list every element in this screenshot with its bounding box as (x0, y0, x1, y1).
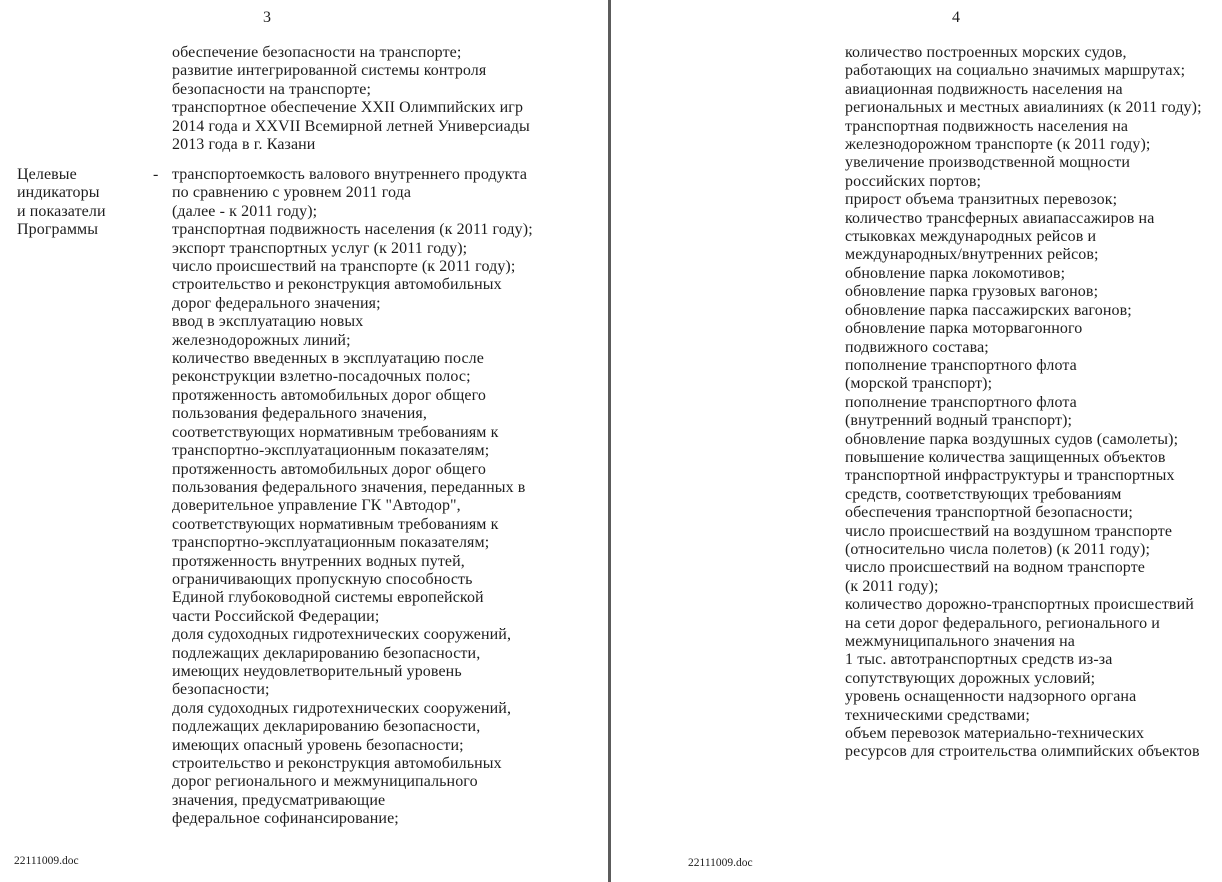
text-line: (относительно числа полетов) (к 2011 году); (845, 540, 1150, 558)
text-line: экспорт транспортных услуг (к 2011 году); (172, 239, 468, 257)
text-line: реконструкции взлетно-посадочных полос; (172, 368, 471, 386)
program-tasks-continuation-text (172, 44, 530, 154)
text-line: доля судоходных гидротехнических сооружений, (172, 626, 512, 644)
text-line: транспортно-эксплуатационным показателям; (172, 534, 490, 552)
text-line: обновление парка пассажирских вагонов; (845, 301, 1132, 319)
text-line: подлежащих декларированию безопасности, (172, 644, 481, 662)
text-line: доверительное управление ГК "Автодор", (172, 497, 461, 515)
text-line: международных/внутренних рейсов; (845, 246, 1099, 264)
text-line: обновление парка грузовых вагонов; (845, 283, 1099, 301)
text-line: протяженность автомобильных дорог общего (172, 386, 486, 404)
text-line: увеличение производственной мощности (845, 154, 1131, 172)
text-line: межмуниципального значения на (845, 633, 1076, 650)
text-line: транспортно-эксплуатационным показателям; (172, 442, 490, 460)
text-line: авиационная подвижность населения на (845, 80, 1123, 98)
text-line: соответствующих нормативным требованиям к (172, 423, 499, 441)
text-line: соответствующих нормативным требованиям к (172, 515, 499, 533)
text-line: подвижного состава; (845, 338, 989, 356)
text-line: Программы (17, 221, 99, 239)
text-line: имеющих неудовлетворительный уровень (172, 662, 462, 680)
text-line: число происшествий на транспорте (к 2011 году); (172, 258, 516, 276)
text-line: по сравнению с уровнем 2011 года (172, 184, 412, 202)
text-line: развитие интегрированной системы контроля (172, 62, 487, 80)
text-line: (внутренний водный транспорт); (845, 412, 1073, 430)
targets-section-label (17, 166, 106, 240)
text-line: безопасности на транспорте; (172, 80, 372, 98)
text-line: транспортная подвижность населения на (845, 117, 1129, 135)
text-line: протяженность автомобильных дорог общего (172, 460, 486, 478)
text-line: пользования федерального значения, (172, 405, 427, 423)
text-line: дорог регионального и межмуниципального (172, 773, 478, 791)
text-line: индикаторы (17, 184, 100, 202)
text-line: ограничивающих пропускную способность (172, 570, 473, 588)
text-line: Единой глубоководной системы европейской (172, 589, 484, 607)
text-line: обновление парка локомотивов; (845, 264, 1066, 282)
text-line: количество трансферных авиапассажиров на (845, 209, 1155, 227)
text-line: сопутствующих дорожных условий; (845, 669, 1096, 687)
text-line: железнодорожном транспорте (к 2011 году); (845, 136, 1151, 154)
text-line: транспортоемкость валового внутреннего продукта (172, 166, 528, 183)
text-line: федеральное софинансирование; (172, 810, 399, 828)
text-line: Целевые (17, 166, 77, 183)
text-line: транспортное обеспечение XXII Олимпийских игр (172, 99, 524, 117)
text-line: обновление парка воздушных судов (самолеты); (845, 430, 1179, 448)
text-line: средств, соответствующих требованиям (845, 485, 1122, 503)
text-line: работающих на социально значимых маршрутах; (845, 62, 1186, 80)
text-line: протяженность внутренних водных путей, (172, 552, 465, 570)
text-line: (морской транспорт); (845, 375, 993, 393)
text-line: российских портов; (845, 172, 982, 190)
text-line: пополнение транспортного флота (845, 356, 1077, 374)
text-line: железнодорожных линий; (172, 331, 351, 349)
text-line: на сети дорог федерального, регионального и (845, 614, 1160, 632)
text-line: повышение количества защищенных объектов (845, 448, 1166, 466)
text-line: подлежащих декларированию безопасности, (172, 718, 481, 736)
text-line: количество введенных в эксплуатацию после (172, 350, 484, 368)
text-line: ресурсов для строительства олимпийских объектов (845, 743, 1200, 761)
page-4-sheet (611, 0, 1222, 882)
text-line: техническими средствами; (845, 706, 1030, 724)
text-line: транспортная подвижность населения (к 2011 году); (172, 221, 533, 239)
text-line: и показатели (17, 202, 106, 220)
text-line: количество построенных морских судов, (845, 44, 1127, 61)
text-line: число происшествий на водном транспорте (845, 559, 1145, 577)
text-line: безопасности; (172, 681, 270, 699)
text-line: пополнение транспортного флота (845, 393, 1077, 411)
target-indicators-list-page3 (172, 166, 533, 829)
text-line: строительство и реконструкция автомобильных (172, 755, 502, 772)
text-line: количество дорожно-транспортных происшествий (845, 596, 1194, 614)
text-line: транспортной инфраструктуры и транспортных (845, 467, 1175, 485)
page-number: 3 (263, 9, 271, 26)
text-line: прирост объема транзитных перевозок; (845, 191, 1118, 209)
text-line: обновление парка моторвагонного (845, 320, 1083, 338)
page-3-sheet (0, 0, 608, 882)
text-line: объем перевозок материально-технических (845, 725, 1145, 743)
label-dash: - (153, 166, 159, 183)
text-line: стыковках международных рейсов и (845, 228, 1097, 246)
text-line: 1 тыс. автотранспортных средств из-за (845, 651, 1113, 669)
text-line: пользования федерального значения, переданных в (172, 478, 526, 496)
text-line: значения, предусматривающие (172, 791, 386, 809)
footer-filename: 22111009.doc (688, 857, 753, 869)
text-line: строительство и реконструкция автомобильных (172, 276, 502, 294)
text-line: 2013 года в г. Казани (172, 136, 316, 154)
text-line: ввод в эксплуатацию новых (172, 313, 364, 331)
target-indicators-list-page4 (845, 44, 1202, 762)
text-line: части Российской Федерации; (172, 607, 380, 625)
text-line: обеспечение безопасности на транспорте; (172, 44, 462, 61)
page-number: 4 (952, 9, 960, 26)
text-line: уровень оснащенности надзорного органа (845, 688, 1137, 706)
text-line: число происшествий на воздушном транспорте (845, 522, 1173, 540)
footer-filename: 22111009.doc (14, 855, 79, 867)
text-line: 2014 года и XXVII Всемирной летней Универсиады (172, 117, 530, 135)
text-line: имеющих опасный уровень безопасности; (172, 736, 464, 754)
text-line: региональных и местных авиалиниях (к 2011 году); (845, 99, 1202, 117)
text-line: доля судоходных гидротехнических сооружений, (172, 699, 512, 717)
text-line: дорог федерального значения; (172, 294, 381, 312)
text-line: обеспечения транспортной безопасности; (845, 504, 1133, 522)
text-line: (к 2011 году); (845, 577, 939, 595)
text-line: (далее - к 2011 году); (172, 202, 318, 220)
